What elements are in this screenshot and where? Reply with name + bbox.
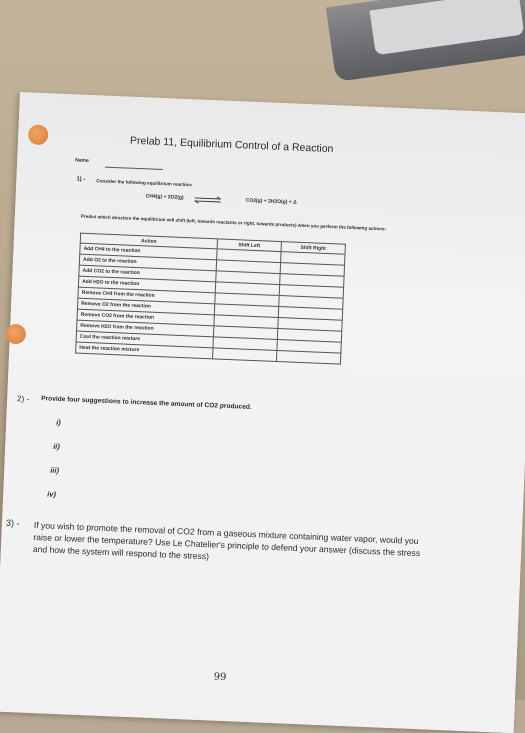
answer-item-iii: iii) [50, 465, 60, 475]
equation-products: CO2(g) + 2H2O(g) + Δ [245, 197, 297, 206]
question-2-number: 2) - [16, 394, 30, 404]
action-cell: Cool the reaction mixture [76, 331, 213, 348]
question-2-text: Provide four suggestions to increase the amount of CO2 produced. [41, 395, 252, 411]
answer-item-iv: iv) [47, 489, 57, 499]
answer-item-i: i) [56, 417, 61, 427]
name-blank-line [105, 167, 163, 170]
shift-table [75, 233, 346, 365]
question-3-text: If you wish to promote the removal of CO2 from a gaseous mixture containing water vapor, would you raise or lower the temperature? Use Le Chatelier's principle to defend your answer (discuss the stress and how the system will respond to the stress) [32, 519, 421, 562]
question-1-number: 1) - [76, 176, 86, 183]
shift-left-cell[interactable] [212, 348, 276, 362]
action-cell: Add CO2 to the reaction [79, 265, 216, 282]
binder-hole-icon [5, 324, 26, 345]
action-cell: Heat the reaction mixture [76, 342, 213, 359]
question-3-number: 3) - [5, 517, 20, 529]
action-cell: Remove CH4 from the reaction [78, 287, 215, 304]
action-cell: Remove CO2 from the reaction [77, 309, 214, 326]
header-shift-left: Shift Left [217, 239, 281, 252]
question-1-text: Consider the following equilibrium reaction: [96, 178, 193, 188]
equilibrium-arrows-icon [193, 195, 221, 204]
predict-instructions: Predict which direction the equilibrium will shift (left, towards reactants or right, towards products) when you perform the following actions: [80, 213, 387, 232]
page-number: 99 [213, 671, 227, 684]
action-cell: Remove H2O from the reaction [77, 320, 214, 337]
worksheet-page [0, 92, 525, 733]
answer-item-ii: ii) [53, 441, 61, 451]
action-cell: Remove O2 from the reaction [77, 298, 214, 315]
shift-right-cell[interactable] [276, 350, 340, 364]
page-title: Prelab 11, Equilibrium Control of a Reaction [129, 134, 334, 156]
header-action: Action [80, 233, 217, 249]
action-cell: Add H2O to the reaction [78, 276, 215, 293]
binder-hole-icon [28, 124, 49, 145]
name-label: Name [75, 157, 89, 164]
action-cell: Add CH4 to the reaction [80, 243, 217, 260]
equation-reactants: CH4(g) + 2O2(g) [145, 193, 184, 201]
action-cell: Add O2 to the reaction [79, 254, 216, 271]
header-shift-right: Shift Right [281, 242, 345, 255]
